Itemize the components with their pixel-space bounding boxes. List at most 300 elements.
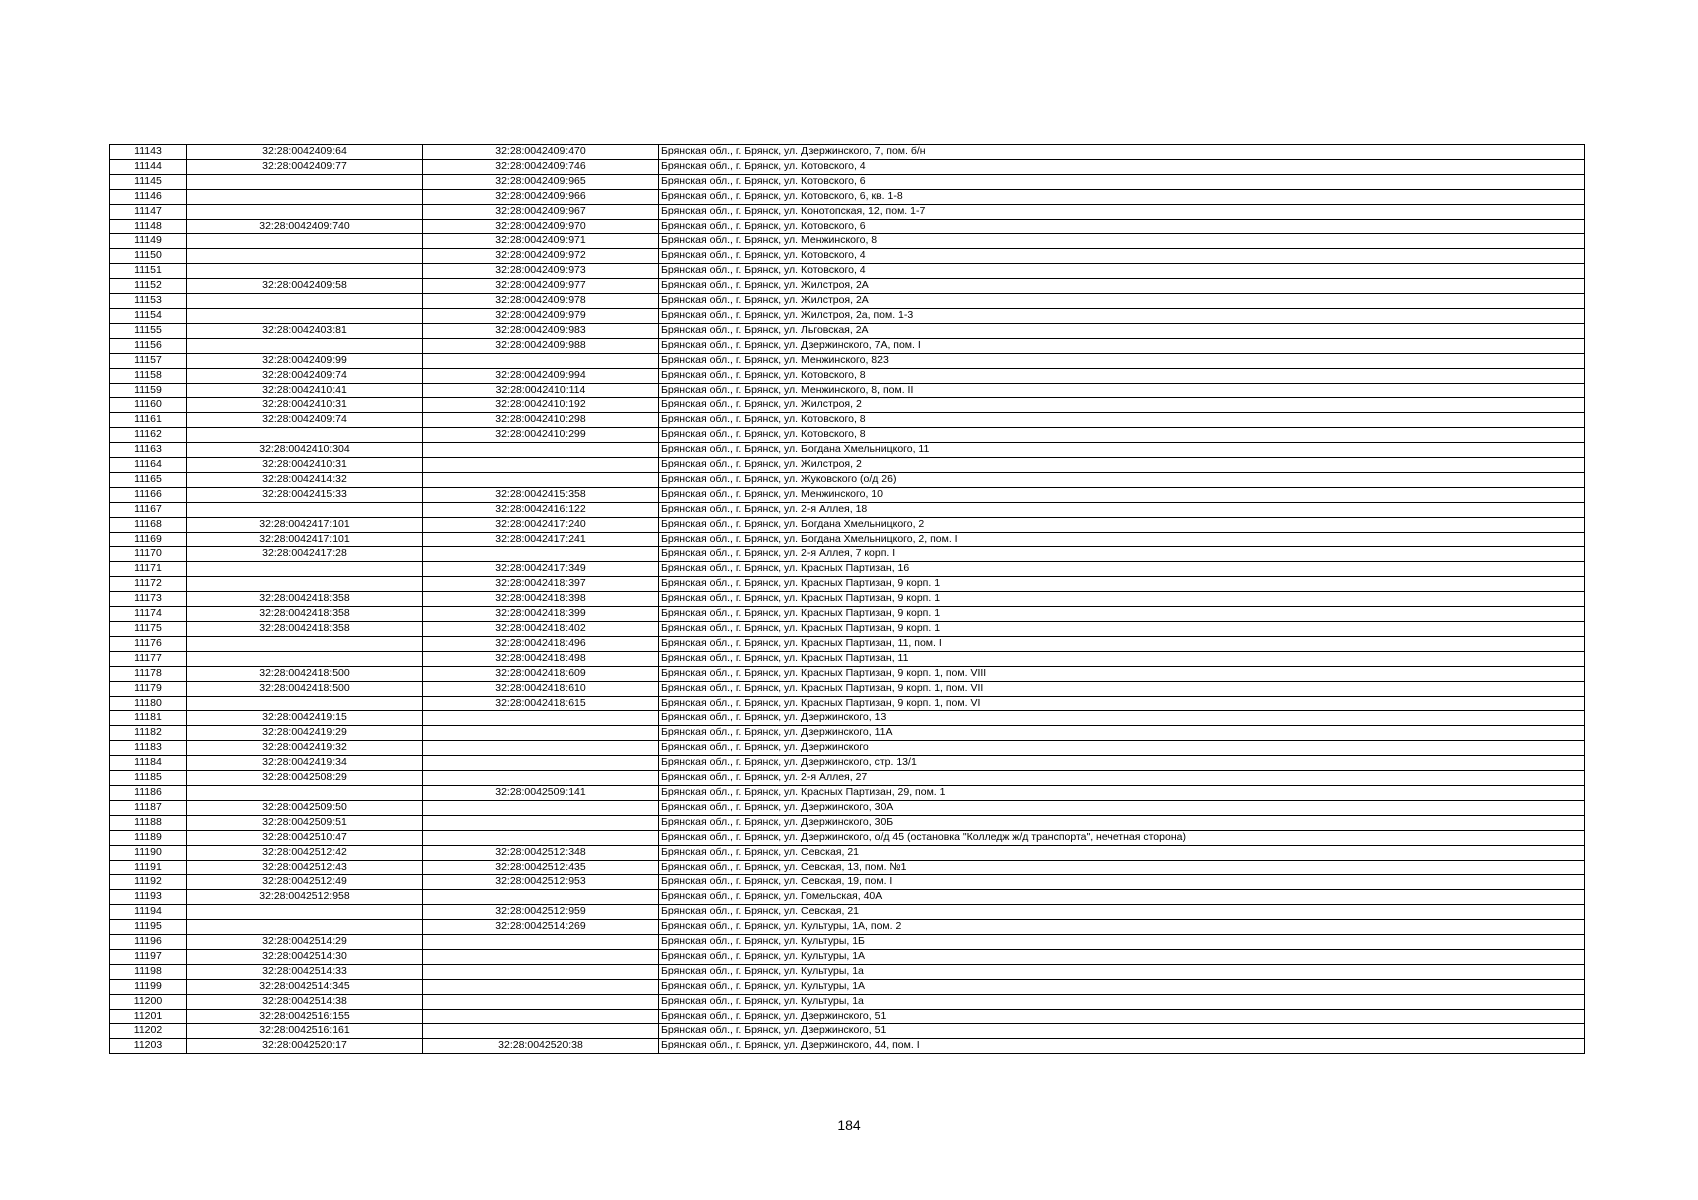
table-row <box>110 472 1585 487</box>
row-number-cell: 11198 <box>110 964 187 979</box>
row-number-cell: 11168 <box>110 517 187 532</box>
object-cadastral-cell: 32:28:0042512:959 <box>423 905 659 920</box>
table-row <box>110 234 1585 249</box>
row-number-cell: 11174 <box>110 607 187 622</box>
land-cadastral-cell: 32:28:0042418:358 <box>187 592 423 607</box>
row-number-cell: 11144 <box>110 159 187 174</box>
table-row <box>110 681 1585 696</box>
object-cadastral-cell: 32:28:0042409:746 <box>423 159 659 174</box>
address-cell: Брянская обл., г. Брянск, ул. Менжинского, 8 <box>659 234 1585 249</box>
row-number-cell: 11164 <box>110 458 187 473</box>
row-number-cell: 11191 <box>110 860 187 875</box>
row-number-cell: 11148 <box>110 219 187 234</box>
row-number-cell: 11145 <box>110 174 187 189</box>
table-row <box>110 443 1585 458</box>
table-row <box>110 592 1585 607</box>
table-row <box>110 949 1585 964</box>
row-number-cell: 11192 <box>110 875 187 890</box>
land-cadastral-cell <box>187 264 423 279</box>
table-row <box>110 383 1585 398</box>
row-number-cell: 11143 <box>110 145 187 160</box>
table-row <box>110 353 1585 368</box>
row-number-cell: 11190 <box>110 845 187 860</box>
land-cadastral-cell <box>187 174 423 189</box>
table-row <box>110 756 1585 771</box>
row-number-cell: 11166 <box>110 487 187 502</box>
address-cell: Брянская обл., г. Брянск, ул. Красных Партизан, 9 корп. 1 <box>659 577 1585 592</box>
table-row <box>110 696 1585 711</box>
object-cadastral-cell: 32:28:0042418:398 <box>423 592 659 607</box>
object-cadastral-cell <box>423 1009 659 1024</box>
address-cell: Брянская обл., г. Брянск, ул. Дзержинского, 30А <box>659 800 1585 815</box>
table-row <box>110 413 1585 428</box>
land-cadastral-cell <box>187 204 423 219</box>
object-cadastral-cell: 32:28:0042418:498 <box>423 651 659 666</box>
address-cell: Брянская обл., г. Брянск, ул. Культуры, 1а <box>659 994 1585 1009</box>
row-number-cell: 11186 <box>110 785 187 800</box>
object-cadastral-cell: 32:28:0042418:496 <box>423 636 659 651</box>
table-row <box>110 145 1585 160</box>
object-cadastral-cell: 32:28:0042514:269 <box>423 920 659 935</box>
land-cadastral-cell: 32:28:0042508:29 <box>187 771 423 786</box>
object-cadastral-cell <box>423 949 659 964</box>
object-cadastral-cell <box>423 458 659 473</box>
land-cadastral-cell: 32:28:0042409:99 <box>187 353 423 368</box>
table-row <box>110 219 1585 234</box>
land-cadastral-cell: 32:28:0042509:51 <box>187 815 423 830</box>
table-row <box>110 905 1585 920</box>
address-cell: Брянская обл., г. Брянск, ул. Жуковского (о/д 26) <box>659 472 1585 487</box>
land-cadastral-cell <box>187 920 423 935</box>
address-cell: Брянская обл., г. Брянск, ул. Красных Партизан, 29, пом. 1 <box>659 785 1585 800</box>
address-cell: Брянская обл., г. Брянск, ул. Дзержинского, стр. 13/1 <box>659 756 1585 771</box>
table-row <box>110 785 1585 800</box>
land-cadastral-cell <box>187 338 423 353</box>
table-row <box>110 577 1585 592</box>
object-cadastral-cell: 32:28:0042409:970 <box>423 219 659 234</box>
table-row <box>110 249 1585 264</box>
object-cadastral-cell <box>423 547 659 562</box>
table-row <box>110 726 1585 741</box>
object-cadastral-cell: 32:28:0042418:397 <box>423 577 659 592</box>
address-cell: Брянская обл., г. Брянск, ул. Жилстроя, 2 <box>659 458 1585 473</box>
table-row <box>110 875 1585 890</box>
address-cell: Брянская обл., г. Брянск, ул. Дзержинского, 13 <box>659 711 1585 726</box>
row-number-cell: 11171 <box>110 562 187 577</box>
row-number-cell: 11175 <box>110 622 187 637</box>
address-cell: Брянская обл., г. Брянск, ул. Котовского, 4 <box>659 264 1585 279</box>
land-cadastral-cell: 32:28:0042410:304 <box>187 443 423 458</box>
land-cadastral-cell: 32:28:0042520:17 <box>187 1039 423 1054</box>
object-cadastral-cell: 32:28:0042409:988 <box>423 338 659 353</box>
land-cadastral-cell <box>187 234 423 249</box>
address-cell: Брянская обл., г. Брянск, ул. Культуры, 1А <box>659 949 1585 964</box>
table-row <box>110 800 1585 815</box>
address-cell: Брянская обл., г. Брянск, ул. Жилстроя, 2А <box>659 279 1585 294</box>
table-row <box>110 517 1585 532</box>
row-number-cell: 11159 <box>110 383 187 398</box>
land-cadastral-cell: 32:28:0042403:81 <box>187 323 423 338</box>
table-row <box>110 964 1585 979</box>
address-cell: Брянская обл., г. Брянск, ул. Дзержинского, 51 <box>659 1024 1585 1039</box>
land-cadastral-cell <box>187 502 423 517</box>
row-number-cell: 11147 <box>110 204 187 219</box>
row-number-cell: 11150 <box>110 249 187 264</box>
object-cadastral-cell: 32:28:0042410:299 <box>423 428 659 443</box>
address-cell: Брянская обл., г. Брянск, ул. Гомельская, 40А <box>659 890 1585 905</box>
table-row <box>110 189 1585 204</box>
land-cadastral-cell: 32:28:0042418:500 <box>187 681 423 696</box>
land-cadastral-cell: 32:28:0042512:958 <box>187 890 423 905</box>
land-cadastral-cell: 32:28:0042514:29 <box>187 935 423 950</box>
object-cadastral-cell: 32:28:0042409:967 <box>423 204 659 219</box>
row-number-cell: 11200 <box>110 994 187 1009</box>
table-row <box>110 1024 1585 1039</box>
table-row <box>110 741 1585 756</box>
object-cadastral-cell <box>423 994 659 1009</box>
row-number-cell: 11162 <box>110 428 187 443</box>
land-cadastral-cell: 32:28:0042516:161 <box>187 1024 423 1039</box>
table-row <box>110 845 1585 860</box>
object-cadastral-cell: 32:28:0042409:971 <box>423 234 659 249</box>
address-cell: Брянская обл., г. Брянск, ул. Дзержинского, 7, пом. б/н <box>659 145 1585 160</box>
row-number-cell: 11157 <box>110 353 187 368</box>
object-cadastral-cell: 32:28:0042416:122 <box>423 502 659 517</box>
land-cadastral-cell: 32:28:0042512:43 <box>187 860 423 875</box>
address-cell: Брянская обл., г. Брянск, ул. Севская, 21 <box>659 905 1585 920</box>
land-cadastral-cell <box>187 651 423 666</box>
row-number-cell: 11178 <box>110 666 187 681</box>
object-cadastral-cell: 32:28:0042410:298 <box>423 413 659 428</box>
address-cell: Брянская обл., г. Брянск, ул. Красных Партизан, 11, пом. I <box>659 636 1585 651</box>
land-cadastral-cell: 32:28:0042509:50 <box>187 800 423 815</box>
table-row <box>110 711 1585 726</box>
land-cadastral-cell: 32:28:0042417:101 <box>187 517 423 532</box>
object-cadastral-cell: 32:28:0042417:349 <box>423 562 659 577</box>
row-number-cell: 11189 <box>110 830 187 845</box>
row-number-cell: 11165 <box>110 472 187 487</box>
row-number-cell: 11146 <box>110 189 187 204</box>
table-row <box>110 562 1585 577</box>
row-number-cell: 11161 <box>110 413 187 428</box>
address-cell: Брянская обл., г. Брянск, ул. Красных Партизан, 9 корп. 1, пом. VII <box>659 681 1585 696</box>
row-number-cell: 11181 <box>110 711 187 726</box>
table-row <box>110 1009 1585 1024</box>
table-row <box>110 607 1585 622</box>
address-cell: Брянская обл., г. Брянск, ул. Богдана Хмельницкого, 11 <box>659 443 1585 458</box>
land-cadastral-cell: 32:28:0042415:33 <box>187 487 423 502</box>
address-cell: Брянская обл., г. Брянск, ул. Красных Партизан, 9 корп. 1, пом. VI <box>659 696 1585 711</box>
table-row <box>110 651 1585 666</box>
address-cell: Брянская обл., г. Брянск, ул. Котовского, 6 <box>659 174 1585 189</box>
row-number-cell: 11197 <box>110 949 187 964</box>
table-row <box>110 338 1585 353</box>
land-cadastral-cell: 32:28:0042410:41 <box>187 383 423 398</box>
object-cadastral-cell <box>423 756 659 771</box>
land-cadastral-cell <box>187 636 423 651</box>
object-cadastral-cell: 32:28:0042417:241 <box>423 532 659 547</box>
object-cadastral-cell <box>423 771 659 786</box>
land-cadastral-cell: 32:28:0042514:345 <box>187 979 423 994</box>
row-number-cell: 11177 <box>110 651 187 666</box>
row-number-cell: 11185 <box>110 771 187 786</box>
address-cell: Брянская обл., г. Брянск, ул. Культуры, 1А <box>659 979 1585 994</box>
object-cadastral-cell: 32:28:0042417:240 <box>423 517 659 532</box>
land-cadastral-cell: 32:28:0042516:155 <box>187 1009 423 1024</box>
table-row <box>110 935 1585 950</box>
address-cell: Брянская обл., г. Брянск, ул. 2-я Аллея, 18 <box>659 502 1585 517</box>
address-cell: Брянская обл., г. Брянск, ул. Дзержинского, 44, пом. I <box>659 1039 1585 1054</box>
object-cadastral-cell <box>423 443 659 458</box>
address-cell: Брянская обл., г. Брянск, ул. Котовского, 8 <box>659 413 1585 428</box>
address-cell: Брянская обл., г. Брянск, ул. Котовского, 8 <box>659 368 1585 383</box>
object-cadastral-cell <box>423 964 659 979</box>
address-cell: Брянская обл., г. Брянск, ул. Красных Партизан, 16 <box>659 562 1585 577</box>
address-cell: Брянская обл., г. Брянск, ул. Красных Партизан, 11 <box>659 651 1585 666</box>
land-cadastral-cell <box>187 577 423 592</box>
table-row <box>110 860 1585 875</box>
row-number-cell: 11160 <box>110 398 187 413</box>
object-cadastral-cell <box>423 800 659 815</box>
address-cell: Брянская обл., г. Брянск, ул. Менжинского, 10 <box>659 487 1585 502</box>
row-number-cell: 11201 <box>110 1009 187 1024</box>
table-row <box>110 204 1585 219</box>
table-row <box>110 398 1585 413</box>
land-cadastral-cell: 32:28:0042418:500 <box>187 666 423 681</box>
object-cadastral-cell: 32:28:0042418:609 <box>423 666 659 681</box>
land-cadastral-cell: 32:28:0042512:42 <box>187 845 423 860</box>
row-number-cell: 11155 <box>110 323 187 338</box>
table-row <box>110 830 1585 845</box>
address-cell: Брянская обл., г. Брянск, ул. Менжинского, 8, пом. II <box>659 383 1585 398</box>
row-number-cell: 11158 <box>110 368 187 383</box>
row-number-cell: 11193 <box>110 890 187 905</box>
registry-sheet <box>109 144 1585 1054</box>
address-cell: Брянская обл., г. Брянск, ул. Культуры, 1А, пом. 2 <box>659 920 1585 935</box>
address-cell: Брянская обл., г. Брянск, ул. Красных Партизан, 9 корп. 1 <box>659 607 1585 622</box>
table-row <box>110 264 1585 279</box>
land-cadastral-cell: 32:28:0042419:29 <box>187 726 423 741</box>
address-cell: Брянская обл., г. Брянск, ул. Севская, 13, пом. №1 <box>659 860 1585 875</box>
object-cadastral-cell <box>423 741 659 756</box>
land-cadastral-cell: 32:28:0042514:38 <box>187 994 423 1009</box>
land-cadastral-cell: 32:28:0042419:15 <box>187 711 423 726</box>
table-row <box>110 174 1585 189</box>
object-cadastral-cell: 32:28:0042409:965 <box>423 174 659 189</box>
table-row <box>110 532 1585 547</box>
object-cadastral-cell: 32:28:0042418:399 <box>423 607 659 622</box>
row-number-cell: 11195 <box>110 920 187 935</box>
land-cadastral-cell: 32:28:0042410:31 <box>187 398 423 413</box>
address-cell: Брянская обл., г. Брянск, ул. Дзержинского, 30Б <box>659 815 1585 830</box>
land-cadastral-cell: 32:28:0042418:358 <box>187 622 423 637</box>
land-cadastral-cell <box>187 189 423 204</box>
land-cadastral-cell: 32:28:0042514:33 <box>187 964 423 979</box>
object-cadastral-cell: 32:28:0042409:973 <box>423 264 659 279</box>
address-cell: Брянская обл., г. Брянск, ул. Красных Партизан, 9 корп. 1, пом. VIII <box>659 666 1585 681</box>
table-row <box>110 890 1585 905</box>
address-cell: Брянская обл., г. Брянск, ул. Дзержинского, 11А <box>659 726 1585 741</box>
row-number-cell: 11202 <box>110 1024 187 1039</box>
land-cadastral-cell: 32:28:0042419:34 <box>187 756 423 771</box>
address-cell: Брянская обл., г. Брянск, ул. Богдана Хмельницкого, 2 <box>659 517 1585 532</box>
object-cadastral-cell: 32:28:0042409:994 <box>423 368 659 383</box>
page-number: 184 <box>837 1117 861 1133</box>
object-cadastral-cell: 32:28:0042418:610 <box>423 681 659 696</box>
row-number-cell: 11172 <box>110 577 187 592</box>
land-cadastral-cell: 32:28:0042409:64 <box>187 145 423 160</box>
land-cadastral-cell: 32:28:0042409:58 <box>187 279 423 294</box>
table-row <box>110 368 1585 383</box>
address-cell: Брянская обл., г. Брянск, ул. Котовского, 6, кв. 1-8 <box>659 189 1585 204</box>
address-cell: Брянская обл., г. Брянск, ул. Менжинского, 823 <box>659 353 1585 368</box>
address-cell: Брянская обл., г. Брянск, ул. Жилстроя, 2а, пом. 1-3 <box>659 308 1585 323</box>
address-cell: Брянская обл., г. Брянск, ул. 2-я Аллея, 7 корп. I <box>659 547 1585 562</box>
address-cell: Брянская обл., г. Брянск, ул. Севская, 19, пом. I <box>659 875 1585 890</box>
land-cadastral-cell: 32:28:0042409:77 <box>187 159 423 174</box>
table-row <box>110 502 1585 517</box>
object-cadastral-cell <box>423 472 659 487</box>
land-cadastral-cell: 32:28:0042409:740 <box>187 219 423 234</box>
row-number-cell: 11176 <box>110 636 187 651</box>
row-number-cell: 11169 <box>110 532 187 547</box>
table-row <box>110 487 1585 502</box>
address-cell: Брянская обл., г. Брянск, ул. Дзержинского, 51 <box>659 1009 1585 1024</box>
address-cell: Брянская обл., г. Брянск, ул. Богдана Хмельницкого, 2, пом. I <box>659 532 1585 547</box>
object-cadastral-cell: 32:28:0042409:470 <box>423 145 659 160</box>
row-number-cell: 11173 <box>110 592 187 607</box>
table-row <box>110 458 1585 473</box>
row-number-cell: 11154 <box>110 308 187 323</box>
land-cadastral-cell: 32:28:0042409:74 <box>187 368 423 383</box>
table-row <box>110 159 1585 174</box>
object-cadastral-cell: 32:28:0042512:348 <box>423 845 659 860</box>
address-cell: Брянская обл., г. Брянск, ул. Котовского, 4 <box>659 159 1585 174</box>
row-number-cell: 11179 <box>110 681 187 696</box>
row-number-cell: 11149 <box>110 234 187 249</box>
registry-table <box>109 144 1585 1054</box>
address-cell: Брянская обл., г. Брянск, ул. Культуры, 1Б <box>659 935 1585 950</box>
table-row <box>110 979 1585 994</box>
object-cadastral-cell: 32:28:0042410:192 <box>423 398 659 413</box>
row-number-cell: 11167 <box>110 502 187 517</box>
land-cadastral-cell: 32:28:0042512:49 <box>187 875 423 890</box>
table-row <box>110 920 1585 935</box>
table-row <box>110 771 1585 786</box>
row-number-cell: 11183 <box>110 741 187 756</box>
land-cadastral-cell: 32:28:0042419:32 <box>187 741 423 756</box>
land-cadastral-cell <box>187 696 423 711</box>
address-cell: Брянская обл., г. Брянск, ул. Дзержинского, 7А, пом. I <box>659 338 1585 353</box>
table-row <box>110 815 1585 830</box>
table-row <box>110 308 1585 323</box>
address-cell: Брянская обл., г. Брянск, ул. Жилстроя, 2 <box>659 398 1585 413</box>
table-row <box>110 294 1585 309</box>
table-row <box>110 666 1585 681</box>
land-cadastral-cell: 32:28:0042410:31 <box>187 458 423 473</box>
address-cell: Брянская обл., г. Брянск, ул. Конотопская, 12, пом. 1-7 <box>659 204 1585 219</box>
table-row <box>110 622 1585 637</box>
land-cadastral-cell <box>187 249 423 264</box>
row-number-cell: 11187 <box>110 800 187 815</box>
table-row <box>110 428 1585 443</box>
land-cadastral-cell <box>187 294 423 309</box>
registry-table-body <box>110 145 1585 1054</box>
table-row <box>110 636 1585 651</box>
land-cadastral-cell: 32:28:0042418:358 <box>187 607 423 622</box>
land-cadastral-cell <box>187 905 423 920</box>
land-cadastral-cell: 32:28:0042417:101 <box>187 532 423 547</box>
table-row <box>110 1039 1585 1054</box>
object-cadastral-cell: 32:28:0042512:435 <box>423 860 659 875</box>
object-cadastral-cell <box>423 890 659 905</box>
object-cadastral-cell: 32:28:0042418:615 <box>423 696 659 711</box>
row-number-cell: 11188 <box>110 815 187 830</box>
object-cadastral-cell: 32:28:0042415:358 <box>423 487 659 502</box>
row-number-cell: 11152 <box>110 279 187 294</box>
object-cadastral-cell: 32:28:0042409:972 <box>423 249 659 264</box>
row-number-cell: 11170 <box>110 547 187 562</box>
object-cadastral-cell: 32:28:0042409:979 <box>423 308 659 323</box>
object-cadastral-cell: 32:28:0042509:141 <box>423 785 659 800</box>
row-number-cell: 11156 <box>110 338 187 353</box>
row-number-cell: 11163 <box>110 443 187 458</box>
row-number-cell: 11184 <box>110 756 187 771</box>
object-cadastral-cell <box>423 935 659 950</box>
object-cadastral-cell: 32:28:0042512:953 <box>423 875 659 890</box>
row-number-cell: 11182 <box>110 726 187 741</box>
address-cell: Брянская обл., г. Брянск, ул. Котовского, 4 <box>659 249 1585 264</box>
land-cadastral-cell <box>187 428 423 443</box>
address-cell: Брянская обл., г. Брянск, ул. Севская, 21 <box>659 845 1585 860</box>
object-cadastral-cell <box>423 353 659 368</box>
row-number-cell: 11196 <box>110 935 187 950</box>
land-cadastral-cell: 32:28:0042417:28 <box>187 547 423 562</box>
land-cadastral-cell <box>187 308 423 323</box>
row-number-cell: 11151 <box>110 264 187 279</box>
object-cadastral-cell <box>423 830 659 845</box>
address-cell: Брянская обл., г. Брянск, ул. 2-я Аллея, 27 <box>659 771 1585 786</box>
land-cadastral-cell <box>187 785 423 800</box>
address-cell: Брянская обл., г. Брянск, ул. Дзержинского, о/д 45 (остановка "Колледж ж/д транспорта", нечетная сторона) <box>659 830 1585 845</box>
object-cadastral-cell: 32:28:0042410:114 <box>423 383 659 398</box>
row-number-cell: 11180 <box>110 696 187 711</box>
address-cell: Брянская обл., г. Брянск, ул. Красных Партизан, 9 корп. 1 <box>659 592 1585 607</box>
address-cell: Брянская обл., г. Брянск, ул. Льговская, 2А <box>659 323 1585 338</box>
address-cell: Брянская обл., г. Брянск, ул. Котовского, 6 <box>659 219 1585 234</box>
table-row <box>110 323 1585 338</box>
object-cadastral-cell <box>423 726 659 741</box>
address-cell: Брянская обл., г. Брянск, ул. Красных Партизан, 9 корп. 1 <box>659 622 1585 637</box>
object-cadastral-cell <box>423 1024 659 1039</box>
object-cadastral-cell <box>423 979 659 994</box>
land-cadastral-cell: 32:28:0042514:30 <box>187 949 423 964</box>
object-cadastral-cell: 32:28:0042409:978 <box>423 294 659 309</box>
object-cadastral-cell <box>423 815 659 830</box>
row-number-cell: 11203 <box>110 1039 187 1054</box>
address-cell: Брянская обл., г. Брянск, ул. Дзержинского <box>659 741 1585 756</box>
row-number-cell: 11199 <box>110 979 187 994</box>
land-cadastral-cell <box>187 562 423 577</box>
object-cadastral-cell: 32:28:0042418:402 <box>423 622 659 637</box>
address-cell: Брянская обл., г. Брянск, ул. Жилстроя, 2А <box>659 294 1585 309</box>
land-cadastral-cell: 32:28:0042409:74 <box>187 413 423 428</box>
table-row <box>110 994 1585 1009</box>
row-number-cell: 11153 <box>110 294 187 309</box>
land-cadastral-cell: 32:28:0042510:47 <box>187 830 423 845</box>
object-cadastral-cell: 32:28:0042520:38 <box>423 1039 659 1054</box>
object-cadastral-cell: 32:28:0042409:977 <box>423 279 659 294</box>
